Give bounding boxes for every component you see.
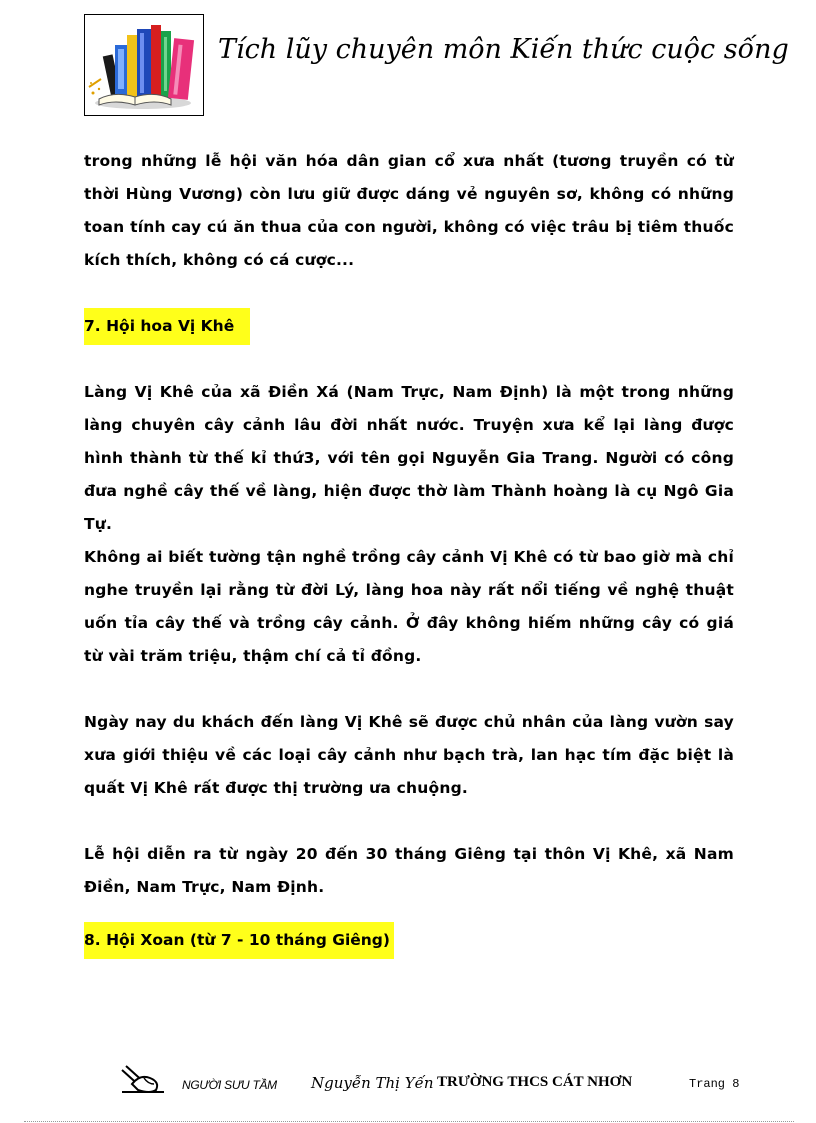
footer-divider [24,1121,794,1122]
paragraph-7b: Không ai biết tường tận nghề trồng cây cảnh Vị Khê có từ bao giờ mà chỉ nghe truyền lại rằng từ đời Lý, làng hoa này rất nổi tiếng về nghệ thuật uốn tỉa cây thế và trồng cây cảnh. Ở đây không hiếm những cây có giá từ vài trăm triệu, thậm chí cả tỉ đồng. [84,548,734,665]
hand-writing-icon [120,1064,168,1096]
header-logo [84,14,204,116]
school-name: TRƯỜNG THCS CÁT NHƠN [437,1074,633,1090]
page-number: Trang 8 [689,1077,740,1091]
paragraph-7a: Làng Vị Khê của xã Điền Xá (Nam Trực, Nam Định) là một trong những làng chuyên cây cảnh lâu đời nhất nước. Truyện xưa kể lại làng được hình thành từ thế kỉ thứ3, với tên gọi Nguyễn Gia Trang. Người có công đưa nghề cây thế về làng, hiện được thờ làm Thành hoàng là cụ Ngô Gia Tự. [84,383,734,533]
paragraph-7d: Lễ hội diễn ra từ ngày 20 đến 30 tháng Giêng tại thôn Vị Khê, xã Nam Điền, Nam Trực, Nam Định. [84,845,734,896]
author-name: Nguyễn Thị Yến [311,1074,434,1092]
paragraph-intro: trong những lễ hội văn hóa dân gian cổ xưa nhất (tương truyền có từ thời Hùng Vương) còn lưu giữ được dáng vẻ nguyên sơ, không có những toan tính cay cú ăn thua của con người, không có việc trâu bị tiêm thuốc kích thích, không có cá cược... [84,152,734,269]
paragraph-7c: Ngày nay du khách đến làng Vị Khê sẽ được chủ nhân của làng vườn say xưa giới thiệu về các loại cây cảnh như bạch trà, lan hạc tím đặc biệt là quất Vị Khê rất được thị trường ưa chuộng. [84,713,734,797]
header-title: Tích lũy chuyên môn Kiến thức cuộc sống [218,34,789,65]
section-heading-8: 8. Hội Xoan (từ 7 - 10 tháng Giêng) [84,922,394,959]
page-footer [0,1068,816,1098]
collected-by-label: NGƯỜI SƯU TẦM [182,1078,277,1092]
section-heading-7: 7. Hội hoa Vị Khê [84,308,250,345]
books-icon [85,15,204,116]
